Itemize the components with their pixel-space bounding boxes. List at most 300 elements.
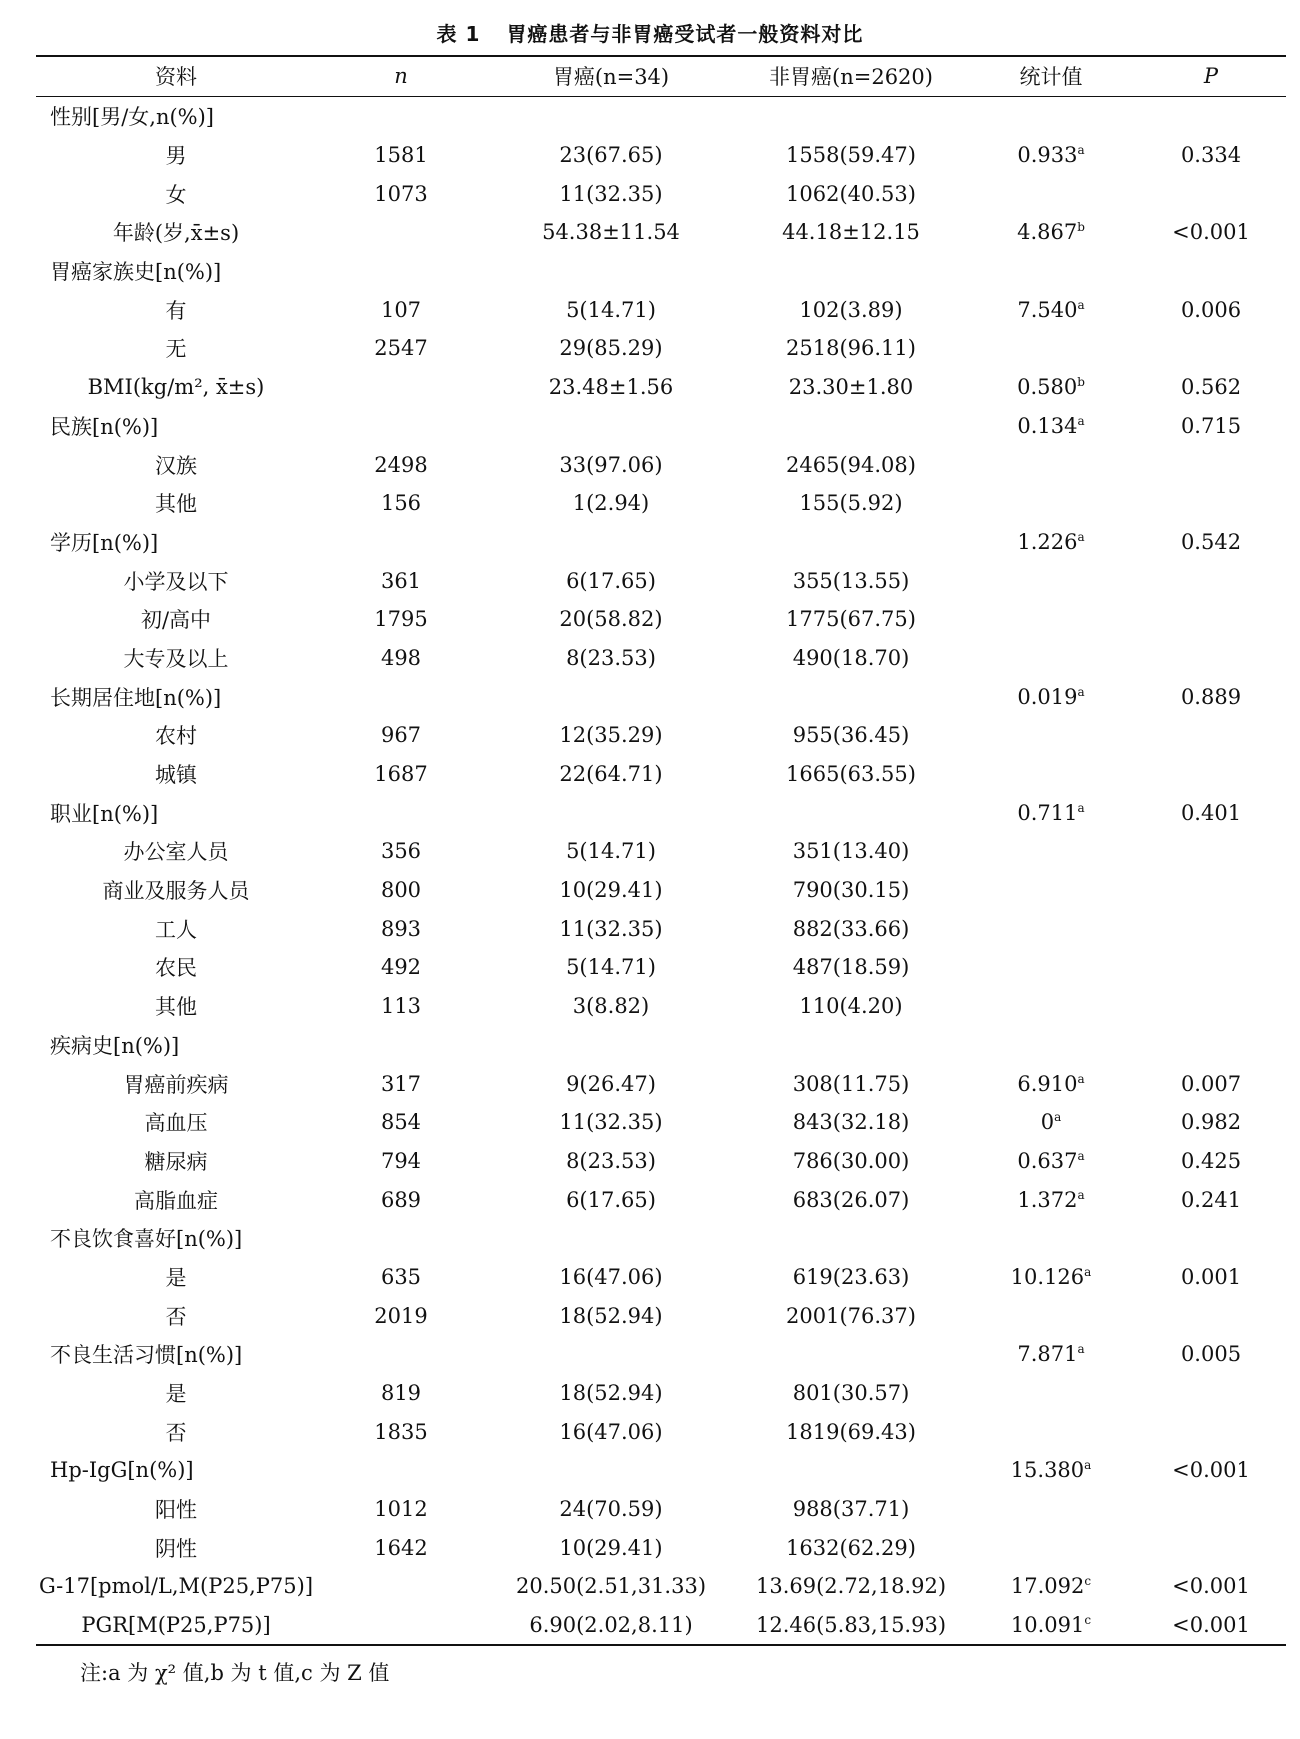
cell-n [316,523,486,562]
cell-n [316,407,486,446]
table-title [0,18,1300,47]
cell-gastric-cancer: 16(47.06) [559,1264,663,1289]
table-row [36,1219,1286,1258]
cell-gastric-cancer: 23(67.65) [559,143,663,168]
cell-non-gastric-cancer: 355(13.55) [792,568,910,593]
cell-gastric-cancer [486,523,736,562]
cell-gastric-cancer: 12(35.29) [559,723,663,748]
cell-gastric-cancer [486,1026,736,1065]
header-row [36,57,1286,95]
cell-non-gastric-cancer: 110(4.20) [799,994,903,1019]
cell-statistic [966,1374,1136,1413]
row-label: 不良生活习惯[n(%)] [50,1343,243,1368]
cell-p-value: 0.425 [1180,1148,1242,1173]
cell-n: 156 [380,491,422,516]
cell-statistic [966,871,1136,910]
statistic-value: 0.019 [1017,684,1078,709]
statistic-value: 1.372 [1017,1187,1078,1212]
table-row [36,639,1286,678]
cell-non-gastric-cancer: 801(30.57) [792,1381,910,1406]
cell-p-value [1136,909,1286,948]
cell-gastric-cancer [486,1335,736,1374]
cell-non-gastric-cancer: 12.46(5.83,15.93) [755,1613,947,1638]
cell-p-value [1136,561,1286,600]
table-row [36,1412,1286,1451]
cell-n: 107 [380,297,422,322]
statistic-value: 10.126 [1010,1264,1085,1289]
cell-p-value [1136,1026,1286,1065]
row-label: 办公室人员 [123,840,229,865]
row-label: 是 [165,1382,187,1407]
cell-non-gastric-cancer: 102(3.89) [799,297,903,322]
cell-n: 317 [380,1071,422,1096]
cell-non-gastric-cancer: 1632(62.29) [786,1535,916,1560]
table-row [36,755,1286,794]
cell-p-value [1136,600,1286,639]
cell-gastric-cancer: 16(47.06) [559,1419,663,1444]
row-label: 农村 [155,724,197,749]
statistic-value: 0 [1040,1110,1055,1135]
statistic-value: 6.910 [1017,1071,1078,1096]
cell-statistic [966,832,1136,871]
cell-p-value [1136,987,1286,1026]
cell-statistic [966,174,1136,213]
cell-gastric-cancer: 11(32.35) [559,1110,663,1135]
row-label: 胃癌家族史[n(%)] [50,260,222,285]
cell-gastric-cancer [486,1219,736,1258]
table-row [36,1064,1286,1103]
cell-p-value [1136,716,1286,755]
cell-non-gastric-cancer: 988(37.71) [792,1497,910,1522]
statistic-superscript: a [1077,1342,1085,1357]
statistic-value: 7.871 [1017,1342,1078,1367]
cell-gastric-cancer: 11(32.35) [559,181,663,206]
row-label: 学历[n(%)] [50,530,159,555]
row-label: 长期居住地[n(%)] [50,685,222,710]
row-label: 年龄(岁,x̄±s) [112,221,240,246]
cell-non-gastric-cancer: 882(33.66) [792,916,910,941]
cell-n [316,677,486,716]
table-row [36,1026,1286,1065]
cell-n: 1835 [374,1419,428,1444]
cell-n: 1687 [374,762,428,787]
cell-p-value: 0.006 [1180,297,1242,322]
statistic-superscript: a [1084,1458,1092,1473]
table-row [36,677,1286,716]
table-row [36,136,1286,175]
cell-gastric-cancer: 9(26.47) [566,1071,656,1096]
cell-non-gastric-cancer: 490(18.70) [792,645,910,670]
cell-n [316,1451,486,1490]
table-row [36,174,1286,213]
cell-non-gastric-cancer [736,793,966,832]
cell-n: 800 [380,878,422,903]
statistic-superscript: a [1077,413,1085,428]
cell-p-value [1136,948,1286,987]
cell-non-gastric-cancer: 790(30.15) [792,878,910,903]
cell-n: 794 [380,1148,422,1173]
cell-non-gastric-cancer: 2518(96.11) [786,336,916,361]
table-row [36,445,1286,484]
cell-non-gastric-cancer: 13.69(2.72,18.92) [755,1574,947,1599]
cell-statistic [966,1064,1136,1103]
row-label: 其他 [155,492,197,517]
cell-gastric-cancer: 20(58.82) [559,607,663,632]
cell-n: 2498 [374,452,428,477]
cell-n [316,793,486,832]
cell-non-gastric-cancer [736,523,966,562]
statistic-value: 0.134 [1017,413,1078,438]
cell-p-value: 0.982 [1180,1110,1242,1135]
cell-statistic [966,523,1136,562]
table-caption: 胃癌患者与非胃癌受试者一般资料对比 [506,22,864,46]
cell-gastric-cancer: 54.38±11.54 [542,220,680,245]
cell-statistic [966,484,1136,523]
cell-statistic [966,445,1136,484]
cell-gastric-cancer: 1(2.94) [572,491,650,516]
cell-n: 893 [380,916,422,941]
table-row [36,213,1286,252]
cell-p-value: <0.001 [1172,1613,1250,1638]
table-row [36,948,1286,987]
cell-n: 635 [380,1264,422,1289]
cell-p-value [1136,755,1286,794]
table-row [36,1142,1286,1181]
cell-non-gastric-cancer [736,407,966,446]
cell-non-gastric-cancer: 683(26.07) [792,1187,910,1212]
statistic-value: 4.867 [1017,220,1078,245]
cell-statistic [966,1103,1136,1142]
table-row [36,407,1286,446]
cell-statistic [966,1142,1136,1181]
cell-n: 113 [380,994,422,1019]
table-row [36,290,1286,329]
cell-non-gastric-cancer [736,97,966,136]
cell-non-gastric-cancer: 2465(94.08) [786,452,916,477]
cell-statistic [966,368,1136,407]
cell-p-value [1136,174,1286,213]
cell-n [316,213,486,252]
table-row [36,909,1286,948]
cell-gastric-cancer: 5(14.71) [566,839,656,864]
cell-p-value: 0.889 [1180,684,1242,709]
table-row [36,1374,1286,1413]
cell-non-gastric-cancer [736,1451,966,1490]
header-non-gastric-cancer: 非胃癌(n=2620) [769,65,933,89]
row-label: 初/高中 [140,608,212,633]
row-label: 有 [165,298,187,323]
cell-non-gastric-cancer [736,1219,966,1258]
cell-n: 819 [380,1381,422,1406]
row-label: 大专及以上 [123,646,229,671]
statistic-superscript: a [1077,529,1085,544]
statistic-superscript: c [1084,1613,1092,1628]
cell-gastric-cancer: 6(17.65) [566,568,656,593]
cell-non-gastric-cancer: 1775(67.75) [786,607,916,632]
cell-statistic [966,1412,1136,1451]
row-label: PGR[M(P25,P75)] [81,1613,271,1638]
statistic-value: 17.092 [1010,1574,1085,1599]
cell-n: 356 [380,839,422,864]
cell-gastric-cancer [486,793,736,832]
table-row [36,1258,1286,1297]
table-row [36,987,1286,1026]
cell-n: 2019 [374,1303,428,1328]
row-label: 阴性 [155,1536,197,1561]
table-row [36,1567,1286,1606]
statistic-superscript: a [1077,297,1085,312]
cell-non-gastric-cancer: 2001(76.37) [786,1303,916,1328]
row-label: 胃癌前疾病 [123,1072,229,1097]
cell-gastric-cancer: 10(29.41) [559,1535,663,1560]
cell-p-value [1136,1374,1286,1413]
statistic-superscript: a [1077,1148,1085,1163]
cell-gastric-cancer: 33(97.06) [559,452,663,477]
cell-p-value: <0.001 [1172,220,1250,245]
row-label: 商业及服务人员 [102,879,250,904]
table-row [36,1180,1286,1219]
statistic-superscript: a [1077,1187,1085,1202]
cell-non-gastric-cancer [736,677,966,716]
table-number: 表 1 [436,22,481,46]
cell-gastric-cancer: 20.50(2.51,31.33) [515,1574,707,1599]
table-row [36,484,1286,523]
cell-gastric-cancer: 22(64.71) [559,762,663,787]
cell-non-gastric-cancer: 955(36.45) [792,723,910,748]
row-label: BMI(kg/m², x̄±s) [87,375,265,400]
table-row [36,1296,1286,1335]
cell-statistic [966,1451,1136,1490]
table-row [36,252,1286,291]
cell-n: 492 [380,955,422,980]
cell-n: 967 [380,723,422,748]
cell-statistic [966,1180,1136,1219]
cell-statistic [966,755,1136,794]
row-label: 女 [165,182,187,207]
cell-n [316,1026,486,1065]
cell-p-value [1136,832,1286,871]
cell-non-gastric-cancer: 1665(63.55) [786,762,916,787]
cell-n: 1073 [374,181,428,206]
cell-gastric-cancer: 6(17.65) [566,1187,656,1212]
cell-non-gastric-cancer: 1558(59.47) [786,143,916,168]
statistic-value: 0.711 [1017,800,1078,825]
cell-non-gastric-cancer [736,1335,966,1374]
cell-p-value: 0.562 [1180,375,1242,400]
cell-statistic [966,1258,1136,1297]
table-row [36,1490,1286,1529]
table-row [36,832,1286,871]
cell-statistic [966,948,1136,987]
row-label: 农民 [155,956,197,981]
cell-gastric-cancer: 24(70.59) [559,1497,663,1522]
table-body [36,97,1286,1645]
row-label: 疾病史[n(%)] [50,1033,180,1058]
cell-non-gastric-cancer: 786(30.00) [792,1148,910,1173]
cell-statistic [966,1335,1136,1374]
cell-p-value [1136,484,1286,523]
cell-p-value [1136,1490,1286,1529]
cell-statistic [966,716,1136,755]
row-label: 其他 [155,995,197,1020]
header-gastric-cancer: 胃癌(n=34) [552,65,670,89]
cell-n: 2547 [374,336,428,361]
cell-gastric-cancer: 23.48±1.56 [548,375,674,400]
cell-non-gastric-cancer: 308(11.75) [792,1071,910,1096]
cell-p-value [1136,1296,1286,1335]
cell-n: 1642 [374,1535,428,1560]
cell-gastric-cancer: 18(52.94) [559,1303,663,1328]
row-label: 不良饮食喜好[n(%)] [50,1227,243,1252]
row-label: 阳性 [155,1498,197,1523]
row-label: 糖尿病 [144,1149,208,1174]
cell-n [316,1606,486,1645]
table-row [36,716,1286,755]
row-label: 职业[n(%)] [50,801,159,826]
cell-non-gastric-cancer [736,1026,966,1065]
table-row [36,561,1286,600]
cell-p-value: 0.715 [1180,413,1242,438]
cell-gastric-cancer: 5(14.71) [566,955,656,980]
cell-gastric-cancer [486,407,736,446]
row-label: 工人 [155,917,197,942]
cell-gastric-cancer: 10(29.41) [559,878,663,903]
cell-statistic [966,1528,1136,1567]
statistic-value: 15.380 [1010,1458,1085,1483]
table-row [36,1103,1286,1142]
table-row [36,793,1286,832]
cell-statistic [966,1296,1136,1335]
cell-statistic [966,1567,1136,1606]
table-note: 注:a 为 χ² 值,b 为 t 值,c 为 Z 值 [80,1661,390,1685]
row-label: 高血压 [144,1111,208,1136]
cell-n: 1795 [374,607,428,632]
cell-non-gastric-cancer: 619(23.63) [792,1264,910,1289]
cell-n: 498 [380,645,422,670]
header-n: n [394,64,408,88]
row-label: 否 [165,1420,187,1445]
cell-gastric-cancer [486,1451,736,1490]
cell-p-value: 0.005 [1180,1342,1242,1367]
cell-n: 689 [380,1187,422,1212]
cell-gastric-cancer: 29(85.29) [559,336,663,361]
row-label: 男 [165,144,187,169]
cell-n: 854 [380,1110,422,1135]
statistic-superscript: c [1084,1574,1092,1589]
header-item: 资料 [155,65,197,89]
cell-statistic [966,1026,1136,1065]
cell-p-value: <0.001 [1172,1574,1250,1599]
row-label: 是 [165,1265,187,1290]
cell-gastric-cancer: 6.90(2.02,8.11) [529,1613,693,1638]
cell-statistic [966,136,1136,175]
cell-statistic [966,909,1136,948]
cell-non-gastric-cancer: 1062(40.53) [786,181,916,206]
statistic-superscript: a [1054,1110,1062,1125]
cell-statistic [966,213,1136,252]
cell-non-gastric-cancer: 155(5.92) [799,491,903,516]
cell-p-value: <0.001 [1172,1458,1250,1483]
cell-n: 1581 [374,143,428,168]
statistic-superscript: b [1077,375,1085,390]
row-label: Hp-IgG[n(%)] [50,1458,194,1483]
cell-statistic [966,600,1136,639]
cell-p-value: 0.401 [1180,800,1242,825]
statistic-value: 10.091 [1010,1613,1085,1638]
cell-p-value [1136,1412,1286,1451]
table-row [36,1606,1286,1645]
cell-gastric-cancer: 18(52.94) [559,1381,663,1406]
cell-p-value [1136,871,1286,910]
statistic-superscript: a [1084,1264,1092,1279]
statistic-superscript: a [1077,1071,1085,1086]
table-row [36,368,1286,407]
cell-n [316,252,486,291]
row-label: 否 [165,1304,187,1329]
cell-n: 361 [380,568,422,593]
cell-p-value [1136,445,1286,484]
cell-statistic [966,561,1136,600]
cell-n [316,1219,486,1258]
table-row [36,1451,1286,1490]
row-label: 城镇 [155,763,197,788]
statistic-superscript: a [1077,684,1085,699]
cell-statistic [966,793,1136,832]
row-label: 民族[n(%)] [50,414,159,439]
table-row [36,97,1286,136]
cell-n: 1012 [374,1497,428,1522]
cell-p-value: 0.334 [1180,143,1242,168]
statistic-superscript: a [1077,143,1085,158]
cell-non-gastric-cancer: 1819(69.43) [786,1419,916,1444]
row-label: 无 [165,337,187,362]
cell-statistic [966,1606,1136,1645]
cell-n [316,97,486,136]
row-label: 汉族 [155,453,197,478]
statistic-value: 0.580 [1017,375,1078,400]
cell-statistic [966,252,1136,291]
header-p-value: P [1203,64,1219,88]
cell-p-value: 0.007 [1180,1071,1242,1096]
cell-statistic [966,639,1136,678]
cell-gastric-cancer: 11(32.35) [559,916,663,941]
cell-p-value: 0.241 [1180,1187,1242,1212]
cell-non-gastric-cancer [736,252,966,291]
cell-statistic [966,1219,1136,1258]
table-row [36,600,1286,639]
cell-statistic [966,407,1136,446]
cell-statistic [966,987,1136,1026]
table-row [36,871,1286,910]
cell-gastric-cancer: 3(8.82) [572,994,650,1019]
row-label: G-17[pmol/L,M(P25,P75)] [38,1574,314,1599]
cell-n [316,1335,486,1374]
table-row [36,1528,1286,1567]
cell-non-gastric-cancer: 487(18.59) [792,955,910,980]
cell-p-value [1136,639,1286,678]
statistic-superscript: a [1077,800,1085,815]
table-row [36,523,1286,562]
cell-statistic [966,97,1136,136]
cell-statistic [966,290,1136,329]
row-label: 性别[男/女,n(%)] [50,105,215,130]
cell-non-gastric-cancer: 44.18±12.15 [782,220,920,245]
cell-gastric-cancer: 8(23.53) [566,1148,656,1173]
statistic-value: 7.540 [1017,297,1078,322]
cell-non-gastric-cancer: 843(32.18) [792,1110,910,1135]
statistic-value: 1.226 [1017,529,1078,554]
cell-p-value: 0.001 [1180,1264,1242,1289]
